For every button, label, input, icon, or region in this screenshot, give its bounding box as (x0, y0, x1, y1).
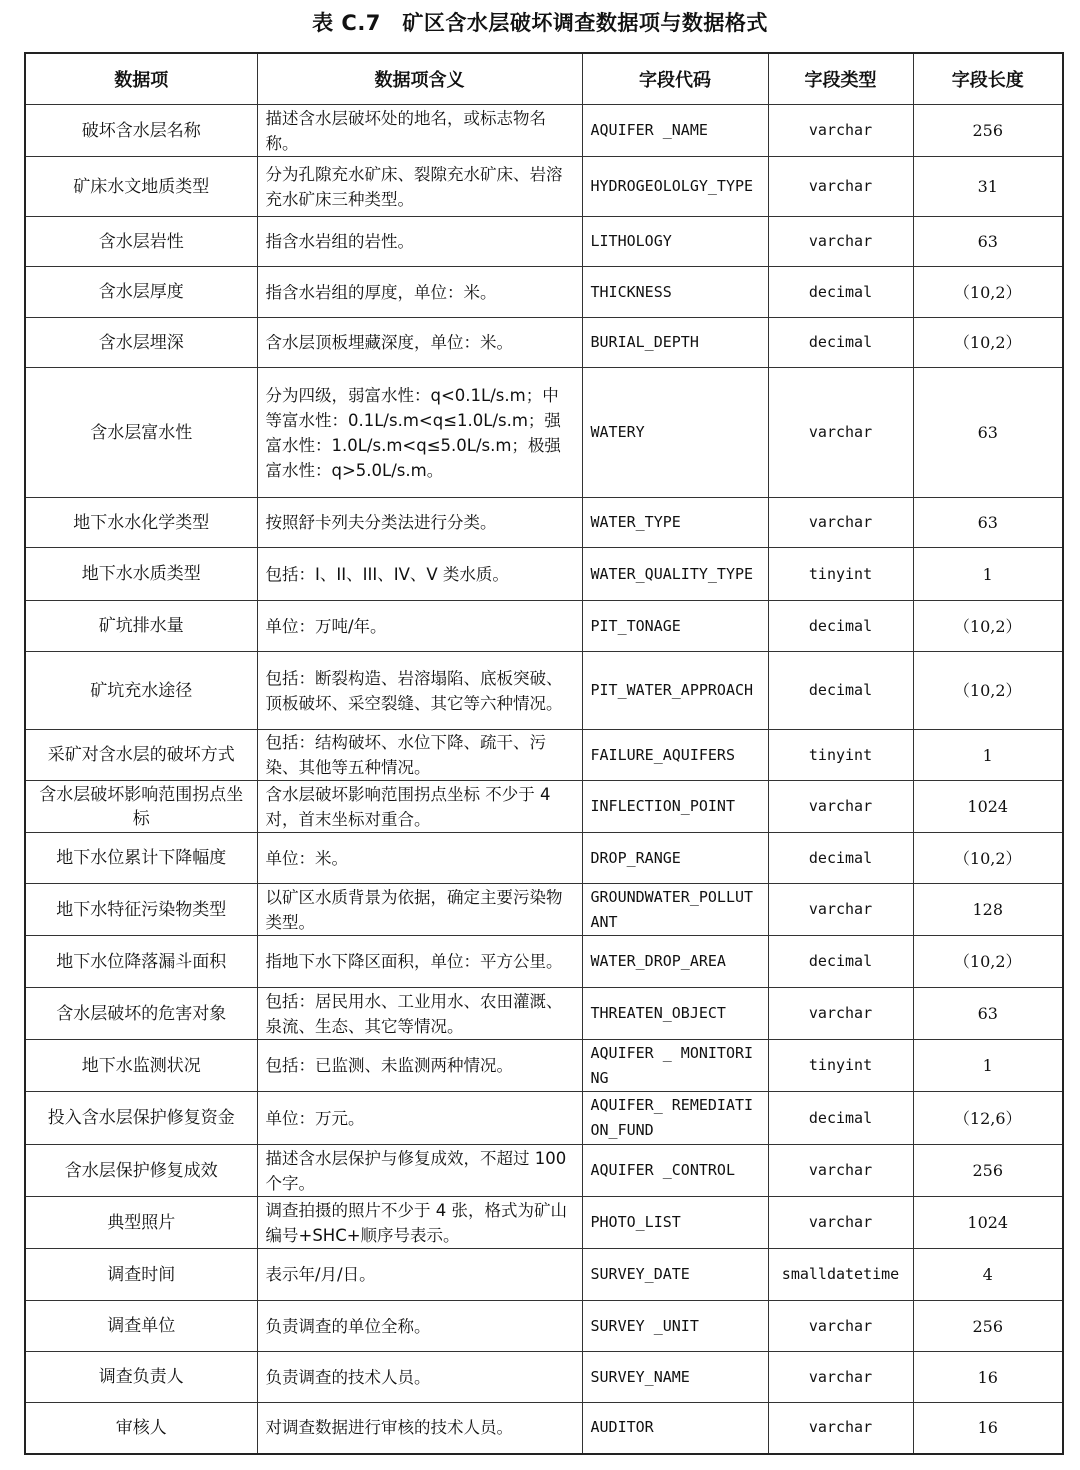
field-length-cell: 1024 (913, 781, 1063, 833)
item-meaning-cell: 以矿区水质背景为依据，确定主要污染物类型。 (257, 884, 582, 936)
table-row (25, 936, 1063, 988)
item-meaning-cell: 包括：断裂构造、岩溶塌陷、底板突破、顶板破坏、采空裂缝、其它等六种情况。 (257, 652, 582, 730)
item-name-cell: 采矿对含水层的破坏方式 (25, 730, 257, 781)
table-row (25, 1092, 1063, 1145)
field-length-cell: 4 (913, 1249, 1063, 1301)
item-name-cell: 地下水位累计下降幅度 (25, 833, 257, 884)
field-type-cell: varchar (768, 1352, 913, 1403)
field-code-cell: THICKNESS (582, 267, 768, 318)
table-row (25, 1352, 1063, 1403)
table-body (25, 105, 1063, 1454)
field-type-cell: tinyint (768, 548, 913, 601)
header-item-name: 数据项 (25, 53, 257, 105)
item-meaning-cell: 对调查数据进行审核的技术人员。 (257, 1403, 582, 1454)
table-row (25, 884, 1063, 936)
item-name-cell: 矿坑排水量 (25, 601, 257, 652)
field-length-cell: 1 (913, 730, 1063, 781)
table-row (25, 368, 1063, 498)
field-type-cell: varchar (768, 157, 913, 217)
field-type-cell: tinyint (768, 730, 913, 781)
field-length-cell: 16 (913, 1352, 1063, 1403)
field-code-cell: GROUNDWATER_POLLUTANT (582, 884, 768, 936)
field-length-cell: 63 (913, 988, 1063, 1040)
table-row (25, 1403, 1063, 1454)
item-meaning-cell: 含水层破坏影响范围拐点坐标 不少于 4 对，首末坐标对重合。 (257, 781, 582, 833)
field-type-cell: varchar (768, 884, 913, 936)
field-length-cell: （10,2） (913, 267, 1063, 318)
field-length-cell: 16 (913, 1403, 1063, 1454)
item-meaning-cell: 表示年/月/日。 (257, 1249, 582, 1301)
item-meaning-cell: 分为孔隙充水矿床、裂隙充水矿床、岩溶充水矿床三种类型。 (257, 157, 582, 217)
field-code-cell: AQUIFER_ REMEDIATION_FUND (582, 1092, 768, 1145)
field-type-cell: varchar (768, 1145, 913, 1197)
table-row (25, 548, 1063, 601)
table-row (25, 601, 1063, 652)
item-meaning-cell: 分为四级，弱富水性：q<0.1L/s.m；中等富水性：0.1L/s.m<q≤1.0L/s.m；强富水性：1.0L/s.m<q≤5.0L/s.m；极强富水性：q>5.0L/s.m。 (257, 368, 582, 498)
field-code-cell: PIT_WATER_APPROACH (582, 652, 768, 730)
table-row (25, 498, 1063, 548)
table-row (25, 1197, 1063, 1249)
field-type-cell: decimal (768, 1092, 913, 1145)
item-name-cell: 破坏含水层名称 (25, 105, 257, 157)
field-length-cell: 128 (913, 884, 1063, 936)
field-type-cell: varchar (768, 105, 913, 157)
field-code-cell: SURVEY_NAME (582, 1352, 768, 1403)
field-length-cell: 1024 (913, 1197, 1063, 1249)
item-meaning-cell: 单位：米。 (257, 833, 582, 884)
field-type-cell: varchar (768, 1403, 913, 1454)
table-row (25, 318, 1063, 368)
item-name-cell: 含水层岩性 (25, 217, 257, 267)
item-meaning-cell: 包括：已监测、未监测两种情况。 (257, 1040, 582, 1092)
field-length-cell: 63 (913, 217, 1063, 267)
table-row (25, 105, 1063, 157)
field-length-cell: （12,6） (913, 1092, 1063, 1145)
field-type-cell: decimal (768, 652, 913, 730)
field-type-cell: decimal (768, 601, 913, 652)
header-field-code: 字段代码 (582, 53, 768, 105)
header-row (25, 53, 1063, 105)
item-meaning-cell: 包括：I、II、III、IV、V 类水质。 (257, 548, 582, 601)
item-name-cell: 含水层破坏的危害对象 (25, 988, 257, 1040)
field-code-cell: WATER_QUALITY_TYPE (582, 548, 768, 601)
item-name-cell: 地下水监测状况 (25, 1040, 257, 1092)
item-meaning-cell: 含水层顶板埋藏深度，单位：米。 (257, 318, 582, 368)
field-code-cell: WATER_DROP_AREA (582, 936, 768, 988)
header-item-meaning: 数据项含义 (257, 53, 582, 105)
table-row (25, 1145, 1063, 1197)
field-length-cell: （10,2） (913, 833, 1063, 884)
field-code-cell: AQUIFER _CONTROL (582, 1145, 768, 1197)
item-name-cell: 矿坑充水途径 (25, 652, 257, 730)
field-type-cell: varchar (768, 1301, 913, 1352)
field-type-cell: varchar (768, 368, 913, 498)
field-code-cell: AQUIFER _NAME (582, 105, 768, 157)
field-code-cell: THREATEN_OBJECT (582, 988, 768, 1040)
field-length-cell: 31 (913, 157, 1063, 217)
item-name-cell: 地下水水化学类型 (25, 498, 257, 548)
field-length-cell: 256 (913, 105, 1063, 157)
item-name-cell: 调查时间 (25, 1249, 257, 1301)
field-length-cell: （10,2） (913, 936, 1063, 988)
item-meaning-cell: 指含水岩组的厚度，单位：米。 (257, 267, 582, 318)
item-name-cell: 地下水位降落漏斗面积 (25, 936, 257, 988)
item-name-cell: 含水层破坏影响范围拐点坐标 (25, 781, 257, 833)
item-meaning-cell: 描述含水层保护与修复成效，不超过 100 个字。 (257, 1145, 582, 1197)
field-type-cell: varchar (768, 217, 913, 267)
field-code-cell: FAILURE_AQUIFERS (582, 730, 768, 781)
item-meaning-cell: 包括：结构破坏、水位下降、疏干、污染、其他等五种情况。 (257, 730, 582, 781)
table-row (25, 1040, 1063, 1092)
field-code-cell: AQUIFER _ MONITORING (582, 1040, 768, 1092)
table-title: 表 C.7 矿区含水层破坏调查数据项与数据格式 (312, 11, 768, 35)
table-row (25, 1249, 1063, 1301)
table-row (25, 988, 1063, 1040)
field-length-cell: 63 (913, 368, 1063, 498)
field-length-cell: （10,2） (913, 318, 1063, 368)
field-length-cell: 1 (913, 1040, 1063, 1092)
field-type-cell: decimal (768, 267, 913, 318)
field-code-cell: PHOTO_LIST (582, 1197, 768, 1249)
field-code-cell: LITHOLOGY (582, 217, 768, 267)
field-length-cell: 63 (913, 498, 1063, 548)
item-name-cell: 审核人 (25, 1403, 257, 1454)
item-meaning-cell: 单位：万吨/年。 (257, 601, 582, 652)
field-type-cell: decimal (768, 936, 913, 988)
item-name-cell: 调查单位 (25, 1301, 257, 1352)
item-meaning-cell: 按照舒卡列夫分类法进行分类。 (257, 498, 582, 548)
item-name-cell: 投入含水层保护修复资金 (25, 1092, 257, 1145)
field-length-cell: （10,2） (913, 652, 1063, 730)
field-length-cell: 1 (913, 548, 1063, 601)
table-row (25, 157, 1063, 217)
header-field-length: 字段长度 (913, 53, 1063, 105)
item-name-cell: 矿床水文地质类型 (25, 157, 257, 217)
table-row (25, 652, 1063, 730)
field-length-cell: 256 (913, 1145, 1063, 1197)
field-code-cell: SURVEY _UNIT (582, 1301, 768, 1352)
item-meaning-cell: 指含水岩组的岩性。 (257, 217, 582, 267)
field-code-cell: SURVEY_DATE (582, 1249, 768, 1301)
field-code-cell: PIT_TONAGE (582, 601, 768, 652)
field-type-cell: varchar (768, 781, 913, 833)
data-format-table (24, 52, 1064, 1455)
item-name-cell: 含水层厚度 (25, 267, 257, 318)
table-row (25, 730, 1063, 781)
item-meaning-cell: 包括：居民用水、工业用水、农田灌溉、泉流、生态、其它等情况。 (257, 988, 582, 1040)
item-name-cell: 地下水水质类型 (25, 548, 257, 601)
field-type-cell: tinyint (768, 1040, 913, 1092)
field-code-cell: DROP_RANGE (582, 833, 768, 884)
table-row (25, 833, 1063, 884)
table-row (25, 217, 1063, 267)
field-type-cell: varchar (768, 988, 913, 1040)
field-type-cell: varchar (768, 498, 913, 548)
item-meaning-cell: 负责调查的单位全称。 (257, 1301, 582, 1352)
field-type-cell: smalldatetime (768, 1249, 913, 1301)
item-meaning-cell: 指地下水下降区面积，单位：平方公里。 (257, 936, 582, 988)
item-meaning-cell: 描述含水层破坏处的地名，或标志物名称。 (257, 105, 582, 157)
field-type-cell: varchar (768, 1197, 913, 1249)
item-name-cell: 含水层富水性 (25, 368, 257, 498)
field-length-cell: （10,2） (913, 601, 1063, 652)
item-name-cell: 含水层保护修复成效 (25, 1145, 257, 1197)
item-meaning-cell: 负责调查的技术人员。 (257, 1352, 582, 1403)
field-code-cell: WATER_TYPE (582, 498, 768, 548)
header-field-type: 字段类型 (768, 53, 913, 105)
field-code-cell: HYDROGEOLOLGY_TYPE (582, 157, 768, 217)
field-code-cell: AUDITOR (582, 1403, 768, 1454)
item-meaning-cell: 单位：万元。 (257, 1092, 582, 1145)
field-type-cell: decimal (768, 833, 913, 884)
field-code-cell: INFLECTION_POINT (582, 781, 768, 833)
field-code-cell: WATERY (582, 368, 768, 498)
item-name-cell: 地下水特征污染物类型 (25, 884, 257, 936)
item-name-cell: 调查负责人 (25, 1352, 257, 1403)
table-row (25, 267, 1063, 318)
table-row (25, 1301, 1063, 1352)
item-name-cell: 含水层埋深 (25, 318, 257, 368)
item-name-cell: 典型照片 (25, 1197, 257, 1249)
field-length-cell: 256 (913, 1301, 1063, 1352)
field-code-cell: BURIAL_DEPTH (582, 318, 768, 368)
item-meaning-cell: 调查拍摄的照片不少于 4 张，格式为矿山编号+SHC+顺序号表示。 (257, 1197, 582, 1249)
table-row (25, 781, 1063, 833)
field-type-cell: decimal (768, 318, 913, 368)
